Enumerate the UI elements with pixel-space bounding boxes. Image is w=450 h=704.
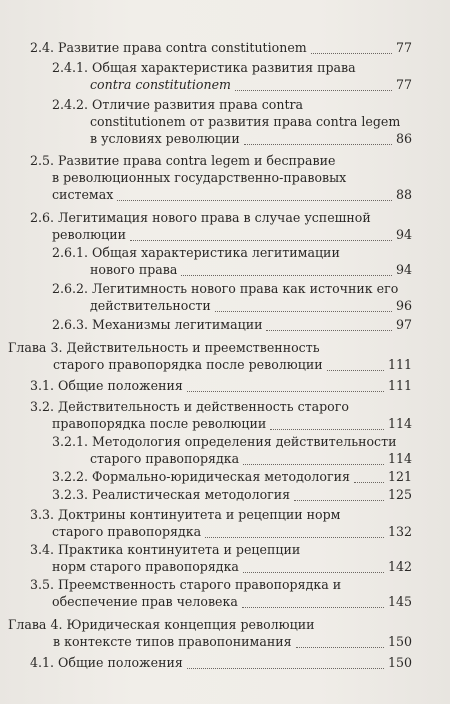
toc-page-number: 77 [395, 77, 412, 92]
toc-entry-text: норм старого правопорядка [52, 559, 239, 574]
toc-entry-text: 4.1. Общие положения [30, 655, 183, 670]
toc-entry-text: системах [52, 187, 114, 202]
toc-entry-text: 2.4.1. Общая характеристика развития права [52, 60, 356, 75]
toc-entry-text: революции [52, 227, 127, 242]
toc-leader-dots [181, 274, 392, 276]
toc-entry-text: в революционных государственно-правовых [52, 170, 347, 185]
toc-leader-dots [296, 646, 384, 648]
toc-page-number: 111 [387, 378, 412, 393]
toc-entry-text: 3.2.3. Реалистическая методология [52, 487, 291, 502]
toc-entry-text: 3.2. Действительность и действенность старого [30, 399, 349, 414]
toc-page-number: 86 [395, 131, 412, 146]
toc-entry-text: нового права [90, 262, 178, 277]
toc-page-number: 114 [387, 451, 412, 466]
toc-page-number: 96 [395, 298, 412, 313]
toc-page-number: 77 [395, 40, 412, 55]
toc-leader-dots [266, 329, 391, 331]
toc-entry-text: Глава 4. Юридическая концепция революции [8, 617, 315, 632]
toc-page-number: 97 [395, 317, 412, 332]
toc-leader-dots [294, 499, 384, 501]
toc-leader-dots [243, 463, 384, 465]
toc-entry-text: обеспечение прав человека [52, 594, 238, 609]
toc-leader-dots [311, 52, 392, 54]
toc-page-number: 94 [395, 227, 412, 242]
toc-entry-text: 3.2.2. Формально-юридическая методология [52, 469, 350, 484]
toc-page-number: 142 [387, 559, 412, 574]
toc-entry-text: 2.4.2. Отличие развития права contra [52, 97, 304, 112]
toc-entry-text: 2.5. Развитие права contra legem и бесправие [30, 153, 336, 168]
toc-leader-dots [187, 667, 384, 669]
toc-page-number: 132 [387, 524, 412, 539]
toc-entry-text: старого правопорядка после революции [53, 357, 323, 372]
toc-leader-dots [205, 536, 384, 538]
toc-leader-dots [187, 390, 384, 392]
toc-entry-text: constitutionem от развития права contra legem [90, 114, 401, 129]
toc-page-number: 114 [387, 416, 412, 431]
toc-page-number: 150 [387, 634, 412, 649]
toc-page-number: 125 [387, 487, 412, 502]
toc-entry-text: правопорядка после революции [52, 416, 267, 431]
toc-entry-text: contra constitutionem [90, 77, 231, 92]
toc-entry-text: 3.2.1. Методология определения действительности [52, 434, 397, 449]
toc-entry-text: 3.1. Общие положения [30, 378, 183, 393]
toc-entry-text: 2.6.1. Общая характеристика легитимации [52, 245, 340, 260]
toc-entry-text: 3.3. Доктрины континуитета и рецепции норм [30, 507, 341, 522]
toc-leader-dots [235, 89, 392, 91]
toc-page-number: 150 [387, 655, 412, 670]
toc-page-number: 88 [395, 187, 412, 202]
toc-leader-dots [243, 571, 384, 573]
toc-entry-text: 2.6.2. Легитимность нового права как источник его [52, 281, 399, 296]
toc-leader-dots [215, 310, 392, 312]
toc-entry-text: 3.5. Преемственность старого правопорядка и [30, 577, 342, 592]
toc-entry-text: старого правопорядка [90, 451, 240, 466]
toc-entry-text: 2.6. Легитимация нового права в случае успешной [30, 210, 371, 225]
toc-entry-text: в условиях революции [90, 131, 240, 146]
toc-leader-dots [327, 369, 384, 371]
toc-entry-text: Глава 3. Действительность и преемственность [8, 340, 320, 355]
toc-leader-dots [270, 428, 384, 430]
toc-entry-text: 2.4. Развитие права contra constitutionem [30, 40, 307, 55]
toc-page-number: 94 [395, 262, 412, 277]
toc-entry-text: в контексте типов правопонимания [53, 634, 292, 649]
toc-leader-dots [242, 606, 384, 608]
toc-entry-text: 2.6.3. Механизмы легитимации [52, 317, 263, 332]
toc-leader-dots [117, 199, 392, 201]
toc-leader-dots [354, 481, 384, 483]
toc-entry-text: 3.4. Практика континуитета и рецепции [30, 542, 301, 557]
toc-leader-dots [130, 239, 392, 241]
toc-page-number: 121 [387, 469, 412, 484]
toc-page-number: 145 [387, 594, 412, 609]
toc-leader-dots [244, 143, 392, 145]
toc-entry-text: действительности [90, 298, 211, 313]
toc-page-number: 111 [387, 357, 412, 372]
toc-entry-text: старого правопорядка [52, 524, 202, 539]
